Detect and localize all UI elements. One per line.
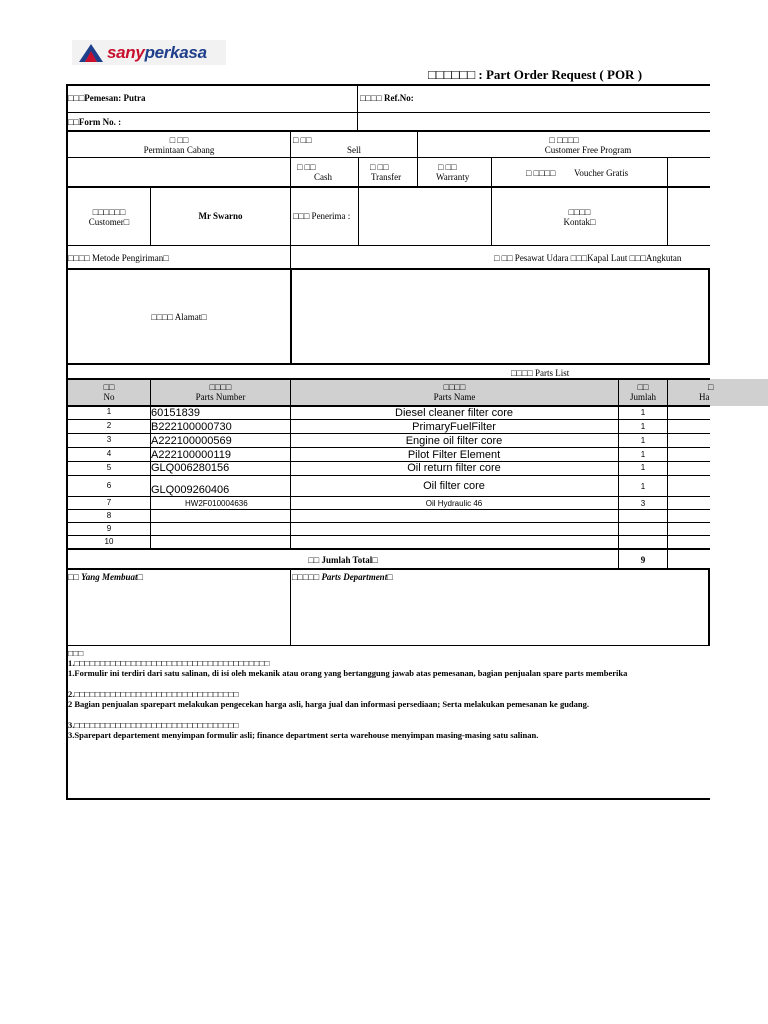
row-no: 5 <box>106 463 112 472</box>
option-cash-checkbox[interactable]: □ □□ <box>297 162 316 172</box>
option-free-checkbox[interactable]: □ □□□□ <box>549 135 579 145</box>
row-part-name: Oil Hydraulic 46 <box>425 499 483 508</box>
col-extra: Ha <box>699 392 710 402</box>
note-1-cn: 1.□□□□□□□□□□□□□□□□□□□□□□□□□□□□□□□□□□□□□□ <box>68 658 270 668</box>
notes-heading: □□□ <box>68 648 84 658</box>
pemesan-field: □□□Pemesan: Putra <box>68 93 146 103</box>
row-part-number: HW2F010004636 <box>185 499 248 508</box>
row-qty: 1 <box>640 408 646 417</box>
row-part-name: Oil return filter core <box>407 462 501 474</box>
option-warranty-checkbox[interactable]: □ □□ <box>438 162 457 172</box>
logo-part2: perkasa <box>144 42 207 62</box>
row-part-number: A222100000569 <box>151 435 232 447</box>
kontak-label-cn: □□□□ <box>568 207 591 217</box>
col-part-number-cn: □□□□ <box>209 382 232 392</box>
row-no: 10 <box>104 537 114 546</box>
form-no-field: □□Form No. : <box>68 117 122 127</box>
row-no: 1 <box>106 407 112 416</box>
row-part-number: GLQ009260406 <box>151 484 230 496</box>
col-part-name-cn: □□□□ <box>443 382 466 392</box>
col-qty-cn: □□ <box>637 382 649 392</box>
row-qty: 3 <box>640 499 646 508</box>
option-voucher-checkbox[interactable]: □ □□□□ <box>526 168 556 178</box>
penerima-label: □□□ Penerima : <box>293 211 351 221</box>
col-no-cn: □□ <box>103 382 115 392</box>
signature-parts-dept-label: □□□□□ Parts Department□ <box>292 572 393 582</box>
row-no: 9 <box>106 524 112 533</box>
option-cash-label: Cash <box>314 172 332 182</box>
option-permintaan-checkbox[interactable]: □ □□ <box>169 135 189 145</box>
note-3: 3.Sparepart departement menyimpan formulir asli; finance department serta warehouse menyimpan masing-masing satu salinan. <box>68 730 539 740</box>
option-sell-label: Sell <box>346 145 361 155</box>
col-part-number: Parts Number <box>195 392 246 402</box>
col-qty: Jumlah <box>630 392 656 402</box>
note-3-cn: 3.□□□□□□□□□□□□□□□□□□□□□□□□□□□□□□□□ <box>68 720 239 730</box>
shipping-options[interactable]: □ □□ Pesawat Udara □□□Kapal Laut □□□Angkutan <box>494 253 682 263</box>
customer-name: Mr Swarno <box>198 211 243 221</box>
row-part-name: Pilot Filter Element <box>407 449 501 461</box>
option-voucher-label: Voucher Gratis <box>574 168 629 178</box>
col-extra-cn: □ <box>708 382 714 392</box>
row-part-name: Engine oil filter core <box>405 435 503 447</box>
option-transfer-checkbox[interactable]: □ □□ <box>370 162 389 172</box>
row-no: 7 <box>106 498 112 507</box>
row-part-number: A222100000119 <box>151 449 231 461</box>
row-no: 4 <box>106 449 112 458</box>
customer-label-cn: □□□□□□ <box>92 207 126 217</box>
company-logo <box>72 40 226 65</box>
logo-wordmark <box>107 43 207 63</box>
note-1: 1.Formulir ini terdiri dari satu salinan, di isi oleh mekanik atau orang yang bertanggung jawab atas pemesanan, bagian penjualan spare parts memberika <box>68 668 628 678</box>
row-part-name: Diesel cleaner filter core <box>395 407 513 419</box>
note-2: 2 Bagian penjualan sparepart melakukan pengecekan harga asli, harga jual dan informasi persediaan; Serta melakukan pemesanan ke gudang. <box>68 699 590 709</box>
row-qty: 1 <box>640 463 646 472</box>
row-part-name: PrimaryFuelFilter <box>412 421 496 433</box>
option-warranty-label: Warranty <box>436 172 470 182</box>
logo-part1: sany <box>107 42 145 62</box>
kontak-label: Kontak□ <box>563 217 596 227</box>
row-no: 3 <box>106 435 112 444</box>
row-no: 2 <box>106 421 112 430</box>
sany-logo-icon <box>78 43 104 63</box>
option-sell-checkbox[interactable]: □ □□ <box>293 135 312 145</box>
row-qty: 1 <box>640 422 646 431</box>
option-transfer-label: Transfer <box>371 172 402 182</box>
col-part-name: Parts Name <box>433 392 476 402</box>
row-part-number: 60151839 <box>151 407 200 419</box>
row-no: 6 <box>106 481 112 490</box>
row-no: 8 <box>106 511 112 520</box>
row-part-number: B222100000730 <box>151 421 232 433</box>
option-free-label: Customer Free Program <box>544 145 632 155</box>
parts-list-title: □□□□ Parts List <box>511 368 570 378</box>
form-title: □□□□□□ : Part Order Request ( POR ) <box>428 67 643 82</box>
ref-no-field: □□□□ Ref.No: <box>360 93 414 103</box>
row-qty: 1 <box>640 482 646 491</box>
col-no: No <box>103 392 115 402</box>
row-part-number: GLQ006280156 <box>151 462 230 474</box>
total-label: □□ Jumlah Total□ <box>308 555 378 565</box>
alamat-label: □□□□ Alamat□ <box>151 312 207 322</box>
shipping-method-label: □□□□ Metode Pengiriman□ <box>68 253 169 263</box>
note-2-cn: 2.□□□□□□□□□□□□□□□□□□□□□□□□□□□□□□□□ <box>68 689 239 699</box>
total-value: 9 <box>640 555 646 565</box>
option-permintaan-label: Permintaan Cabang <box>143 145 215 155</box>
customer-label: Customer□ <box>88 217 130 227</box>
row-qty: 1 <box>640 436 646 445</box>
row-qty: 1 <box>640 450 646 459</box>
row-part-name: Oil filter core <box>423 480 485 492</box>
signature-creator-label: □□ Yang Membuat□ <box>68 572 143 582</box>
